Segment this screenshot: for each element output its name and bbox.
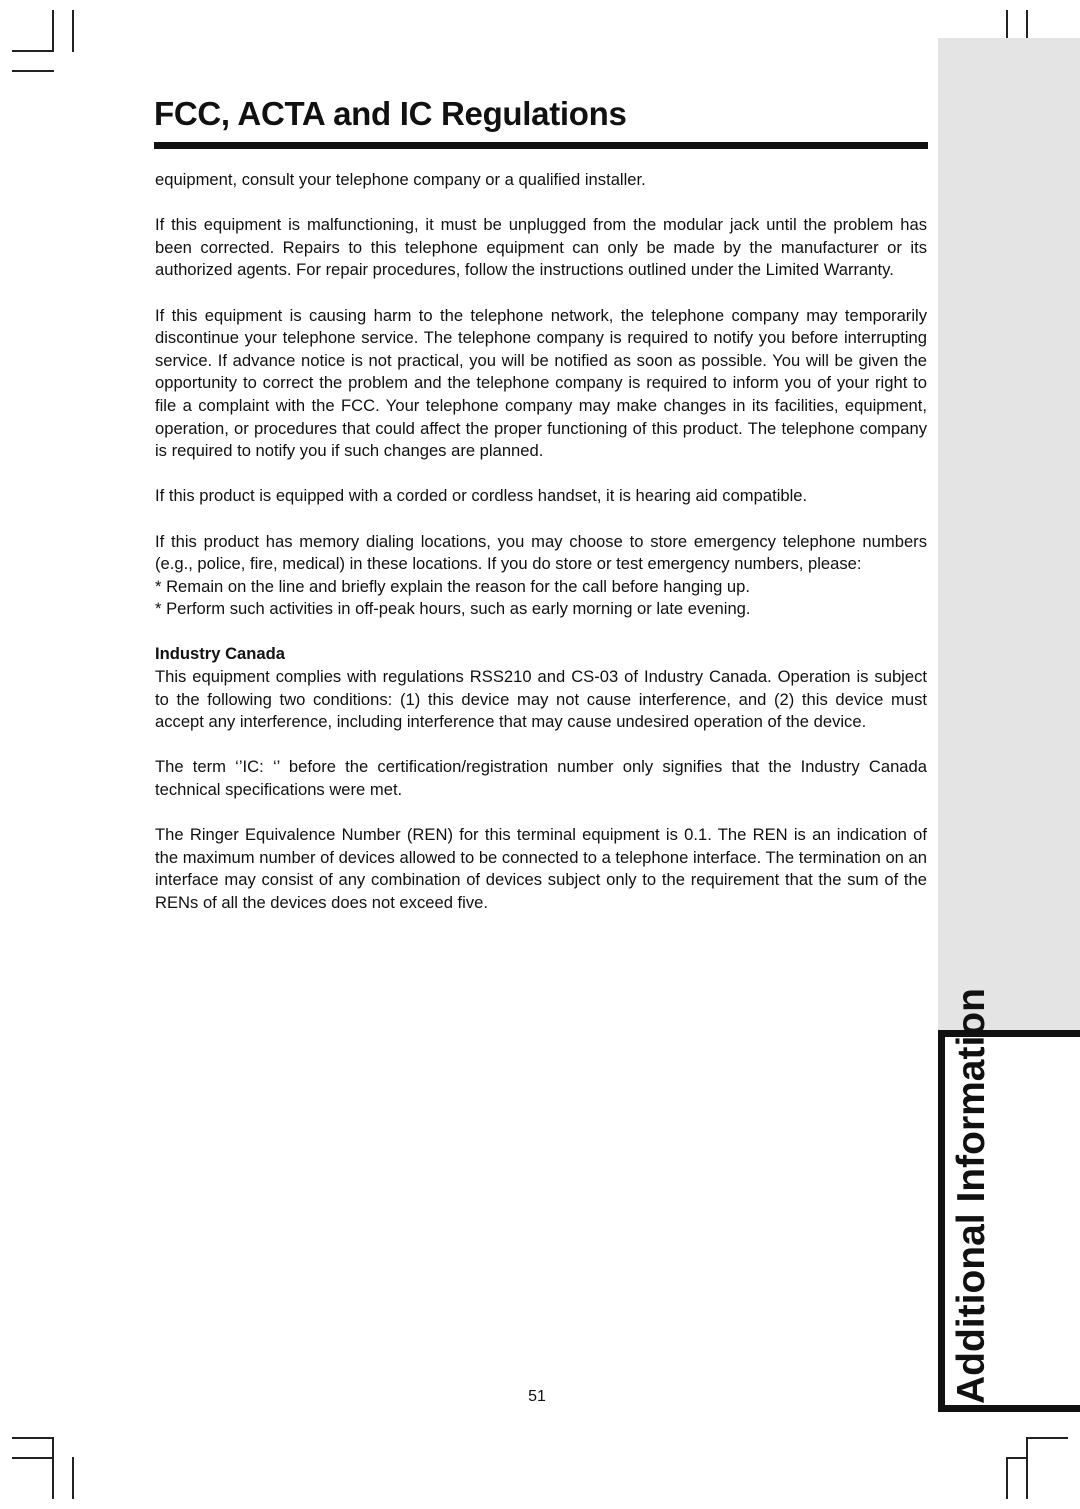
side-tab-label: Additional Information — [950, 988, 993, 1404]
crop-mark — [52, 10, 54, 52]
paragraph: If this equipment is malfunctioning, it must be unplugged from the modular jack until the problem has been corrected. Repairs to this telephone equipment can only be made by the manufacturer or its authorized agents. For repair procedures, follow the instructions outlined under the Limited Warranty. — [155, 215, 927, 280]
paragraph: If this equipment is causing harm to the telephone network, the telephone company may temporarily discontinue your telephone service. The telephone company is required to notify you before interrupting service. If advance notice is not practical, you will be notified as soon as possible. You will be given the opportunity to correct the problem and the telephone company is required to inform you of your right to file a complaint with the FCC. Your telephone company may make changes in its facilities, equipment, operation, or procedures that could affect the proper functioning of this product. The telephone company is required to notify you if such changes are planned. — [155, 305, 927, 461]
paragraph: If this product is equipped with a corded or cordless handset, it is hearing aid compatible. — [155, 486, 808, 506]
list-item: * Perform such activities in off-peak hours, such as early morning or late evening. — [155, 599, 751, 619]
crop-mark — [72, 1457, 74, 1499]
crop-mark — [1026, 1437, 1028, 1499]
crop-mark — [12, 1437, 54, 1439]
paragraph: The Ringer Equivalence Number (REN) for this terminal equipment is 0.1. The REN is an indication of the maximum number of devices allowed to be connected to a telephone interface. The termination on an interface may consist of any combination of devices subject only to the requirement that the sum of the RENs of all the devices does not exceed five. — [155, 825, 927, 912]
crop-mark — [12, 50, 54, 52]
crop-mark — [72, 10, 74, 52]
page-number: 51 — [528, 1388, 546, 1405]
page-title: FCC, ACTA and IC Regulations — [154, 95, 627, 132]
bullet-list — [155, 576, 927, 621]
title-rule — [154, 142, 928, 149]
crop-mark — [1026, 1437, 1068, 1439]
paragraph: This equipment complies with regulations RSS210 and CS-03 of Industry Canada. Operation is subject to the following two conditions: (1) this device may not cause interference, and (2) this device must accept any interference, including interference that may cause undesired operation of the device. — [155, 667, 927, 732]
section-heading: Industry Canada — [155, 644, 286, 664]
crop-mark — [1006, 1457, 1028, 1459]
paragraph: If this product has memory dialing locations, you may choose to store emergency telephone numbers (e.g., police, fire, medical) in these locations. If you do store or test emergency numbers, please: — [155, 531, 927, 574]
crop-mark — [52, 1437, 54, 1499]
crop-mark — [1006, 1457, 1008, 1499]
page-content — [155, 169, 927, 937]
list-item: * Remain on the line and briefly explain the reason for the call before hanging up. — [155, 576, 750, 596]
crop-mark — [12, 70, 54, 72]
crop-mark — [12, 1457, 54, 1459]
paragraph: equipment, consult your telephone company or a qualified installer. — [155, 170, 646, 189]
paragraph: The term ‘’IC: ‘’ before the certification/registration number only signifies that the Industry Canada technical specifications were met. — [155, 757, 927, 800]
